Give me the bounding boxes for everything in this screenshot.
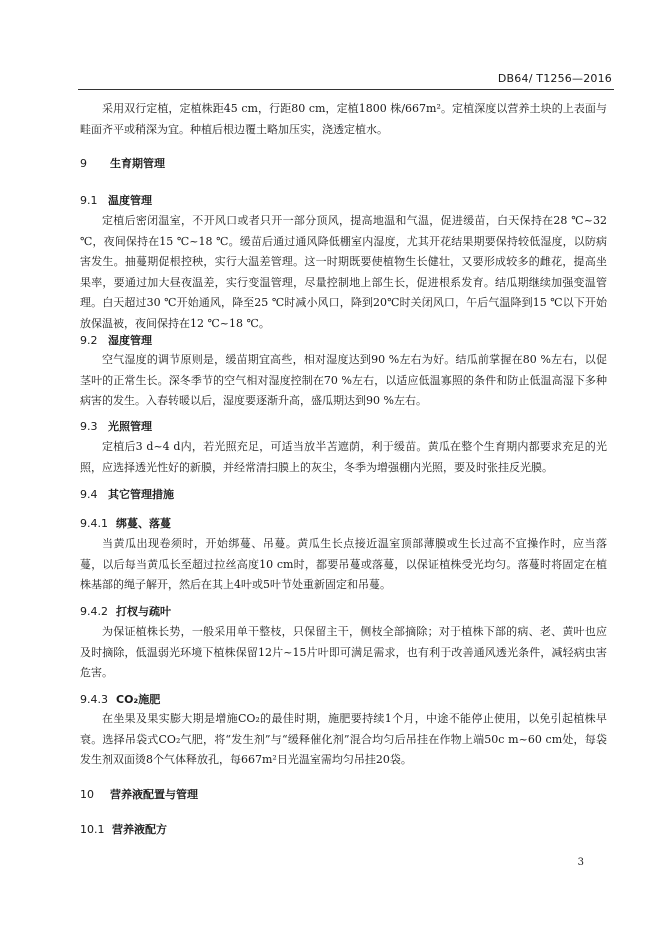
section-title: 温度管理 [108, 194, 152, 207]
section-title: 营养液配方 [112, 823, 167, 836]
section-number: 9.4.2 [80, 605, 108, 618]
paragraph-9-4-3: 在坐果及果实膨大期是增施CO₂的最佳时期，施肥要持续1个月，中途不能停止使用，以免引起植株早衰。选择吊袋式CO₂气肥，将“发生剂”与“缓释催化剂”混合均匀后吊挂在作物上端50c m~60 cm处，每袋发生剂双面烫8个气体释放孔，每667m²日光温室需均匀吊挂20袋。 [80, 712, 607, 767]
paragraph-9-2: 空气湿度的调节原则是，缓苗期宜高些，相对湿度达到90 %左右为好。结瓜前掌握在80 %左右，以促茎叶的正常生长。深冬季节的空气相对湿度控制在70 %左右，以适应低温寡照的条件和防止低温高湿下多种病害的发生。入春转暖以后，湿度要逐渐升高，盛瓜期达到90 %左右。 [80, 353, 607, 408]
section-number: 9.4.1 [80, 517, 108, 530]
paragraph-9-4-1: 当黄瓜出现卷须时，开始绑蔓、吊蔓。黄瓜生长点接近温室顶部薄膜或生长过高不宜操作时，应当落蔓，以后每当黄瓜长至超过拉丝高度10 cm时，都要吊蔓或落蔓，以保证植株受光均匀。落蔓时将固定在植株基部的绳子解开，然后在其上4叶或5叶节处重新固定和吊蔓。 [80, 537, 607, 592]
section-title: 生育期管理 [110, 157, 165, 170]
section-number: 9.2 [80, 334, 98, 347]
section-9-4-3-heading [80, 691, 160, 707]
section-number: 9.4 [80, 488, 98, 501]
section-number: 9 [80, 157, 87, 170]
section-number: 10 [80, 788, 94, 801]
section-10-1-heading [80, 821, 167, 837]
section-9-4-1-heading [80, 515, 171, 531]
section-9-4-heading [80, 486, 174, 502]
planting-paragraph: 采用双行定植，定植株距45 cm，行距80 cm，定植1800 株/667m²。定植深度以营养土块的上表面与畦面齐平或稍深为宜。种植后根边覆土略加压实，浇透定植水。 [80, 102, 607, 136]
section-title: CO₂施肥 [116, 693, 161, 706]
section-9-3-heading [80, 418, 152, 434]
paragraph-9-3: 定植后3 d~4 d内，若光照充足，可适当放半苫遮荫，利于缓苗。黄瓜在整个生育期内都要求充足的光照，应选择透光性好的新膜，并经常清扫膜上的灰尘，冬季为增强棚内光照，要及时张挂反光膜。 [80, 440, 607, 474]
section-9-2-heading [80, 332, 152, 348]
section-title: 打杈与疏叶 [116, 605, 171, 618]
section-number: 10.1 [80, 823, 105, 836]
section-9-4-2-heading [80, 603, 171, 619]
section-9-1-heading [80, 192, 152, 208]
page-number: 3 [577, 857, 584, 868]
section-title: 其它管理措施 [108, 488, 174, 501]
section-title: 湿度管理 [108, 334, 152, 347]
paragraph-9-4-2: 为保证植株长势，一般采用单干整枝，只保留主干，侧枝全部摘除；对于植株下部的病、老、黄叶也应及时摘除，低温弱光环境下植株保留12片~15片叶即可满足需求，也有利于改善通风透光条件，减轻病虫害危害。 [80, 625, 607, 680]
section-number: 9.3 [80, 420, 98, 433]
paragraph-9-1: 定植后密闭温室，不开风口或者只开一部分顶风，提高地温和气温，促进缓苗，白天保持在28 ℃~32 ℃，夜间保持在15 ℃~18 ℃。缓苗后通过通风降低棚室内湿度，尤其开花结果期要保持较低湿度，以防病害发生。抽蔓期促根控秧，实行大温差管理。这一时期既要使植物生长健壮，又要形成较多的雌花，提高坐果率，要通过加大昼夜温差，实行变温管理，尽量控制地上部生长，促进根系发育。结瓜期继续加强变温管理。白天超过30 ℃开始通风，降至25 ℃时减小风口，降到20℃时关闭风口，午后气温降到15 ℃以下开始放保温被，夜间保持在12 ℃~18 ℃。 [80, 214, 607, 330]
section-title: 光照管理 [108, 420, 152, 433]
section-9-heading [80, 155, 165, 171]
section-title: 营养液配置与管理 [110, 788, 198, 801]
section-title: 绑蔓、落蔓 [116, 517, 171, 530]
section-10-heading [80, 786, 198, 802]
doc-code: DB64/ T1256—2016 [497, 72, 612, 85]
section-number: 9.4.3 [80, 693, 108, 706]
section-number: 9.1 [80, 194, 98, 207]
header-rule [78, 89, 614, 90]
